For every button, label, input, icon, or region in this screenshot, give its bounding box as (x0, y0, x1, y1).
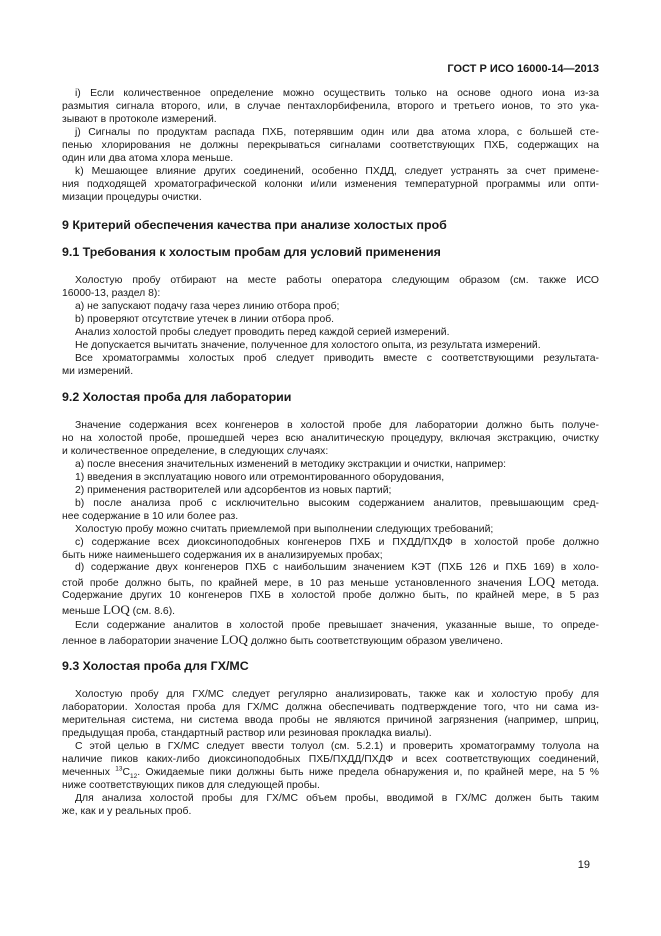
paragraph (62, 688, 599, 740)
text-line: b) проверяют отсутствие утечек в линии отбора проб. (75, 314, 335, 325)
paragraph (62, 339, 599, 352)
text-line: d) содержание двух конгенеров ПХБ с наибольшим значением КЭТ (ПХБ 126 и ПХБ 169) в холо- (75, 562, 599, 573)
section-heading (62, 218, 599, 231)
paragraph (62, 484, 599, 497)
paragraph (62, 313, 599, 326)
text-line: b) после анализа проб с исключительно высоким содержанием аналитов, превышающим сред- (75, 498, 599, 509)
paragraph (62, 87, 599, 126)
text-line: k) Мешающее влияние других соединений, особенно ПХДД, следует устранять за счет примене- (75, 166, 599, 177)
paragraph (62, 352, 599, 378)
text-line: размытия сигнала второго, или, в случае пентахлорбифенила, второго и третьего ионов, то это ука- (62, 101, 599, 112)
text-line: 9.3 Холостая проба для ГХ/МС (62, 659, 249, 673)
text-line: нее содержание в 10 или более раз. (62, 511, 239, 522)
text-line: j) Сигналы по продуктам распада ПХБ, потерявшим один или два атома хлора, с большей сте- (75, 127, 599, 138)
section-heading (62, 390, 599, 403)
text-line: Холостую пробу отбирают на месте работы оператора следующим образом (см. также ИСО (75, 275, 599, 286)
text-line: c) содержание всех диоксиноподобных конгенеров ПХБ и ПХДД/ПХДФ в холостой пробе должно (75, 537, 599, 548)
text-line: Холостую пробу для ГХ/МС следует регулярно анализировать, также как и холостую пробу для (75, 689, 599, 700)
text-line: a) после внесения значительных изменений в методику экстракции и очистки, например: (75, 459, 506, 470)
text-line: наличие пиков каких-либо диоксиноподобных ПХБ/ПХДД/ПХДФ и всех соответствующих соединений, (62, 754, 599, 765)
page-number: 19 (577, 859, 590, 871)
section-heading (62, 245, 599, 258)
text-line: меньше LOQ (см. 8.6). (62, 602, 176, 617)
paragraph (62, 165, 599, 204)
text-line: Для анализа холостой пробы для ГХ/МС объем пробы, вводимой в ГХ/МС должен быть таким (75, 793, 599, 804)
text-line: ниже соответствующих пиков для следующей пробы. (62, 780, 320, 791)
text-line: Холостую пробу можно считать приемлемой при выполнении следующих требований; (75, 524, 494, 535)
section-heading (62, 659, 599, 672)
text-line: меченных $^{13}C_{12}$. Ожидаемые пики должны быть ниже предела обнаружения и, по крайней мере, на 5 % (62, 766, 599, 779)
text-line: a) не запускают подачу газа через линию отбора проб; (75, 301, 340, 312)
text-line: 16000-13, раздел 8): (62, 288, 161, 299)
text-line: лаборатории. Холостая проба для ГХ/МС должна обеспечивать подтверждение того, что ни сама из- (62, 702, 599, 713)
text-line: ми измерений. (62, 366, 134, 377)
text-line: Все хроматограммы холостых проб следует приводить вместе с соответствующими результата- (75, 353, 599, 364)
text-line: стой пробе должно быть, по крайней мере, в 10 раз меньше установленного значения LOQ метода. (62, 575, 599, 589)
text-line: 9.2 Холостая проба для лаборатории (62, 390, 292, 404)
text-line: один или два атома хлора меньше. (62, 153, 234, 164)
text-line: 9 Критерий обеспечения качества при анализе холостых проб (62, 218, 447, 232)
paragraph (62, 458, 599, 471)
text-line: Если содержание аналитов в холостой пробе превышает значения, указанные выше, то опреде- (75, 620, 599, 631)
paragraph (62, 497, 599, 523)
text-line: С этой целью в ГХ/МС следует ввести толуол (см. 5.2.1) и проверить хроматограмму толуола на (75, 741, 599, 752)
text-line: быть ниже наименьшего содержания их в анализируемых пробах; (62, 550, 383, 561)
text-line: Не допускается вычитать значение, полученное для холостого опыта, из результата измерений. (75, 340, 541, 351)
text-line: мизации процедуры очистки. (62, 192, 202, 203)
text-line: ленное в лаборатории значение LOQ должно быть соответствующим образом увеличено. (62, 632, 503, 647)
text-line: 9.1 Требования к холостым пробам для условий применения (62, 245, 441, 259)
text-line: зывают в протоколе измерений. (62, 114, 217, 125)
text-line: предыдущая проба, стандартный раствор или резиновая прокладка виалы). (62, 728, 432, 739)
paragraph (62, 300, 599, 313)
paragraph (62, 619, 599, 647)
text-line: Содержание других 10 конгенеров ПХБ в холостой пробе должно быть, по крайней мере, в 5 раз (62, 590, 599, 601)
text-line: и количественное определение, в следующих случаях: (62, 446, 329, 457)
paragraph (62, 274, 599, 300)
paragraph (62, 740, 599, 792)
paragraph (62, 471, 599, 484)
document-header: ГОСТ Р ИСО 16000-14—2013 (447, 63, 599, 75)
text-line: же, как и у реальных проб. (62, 806, 192, 817)
paragraph (62, 792, 599, 818)
text-line: 1) введения в эксплуатацию нового или отремонтированного оборудования, (75, 472, 445, 483)
paragraph (62, 561, 599, 617)
paragraph (62, 126, 599, 165)
text-line: мерительная система, ни система ввода пробы не являются причиной загрязнения (например, шприц, (62, 715, 599, 726)
paragraph (62, 523, 599, 536)
paragraph (62, 536, 599, 562)
text-line: 2) применения растворителей или адсорбентов из новых партий; (75, 485, 392, 496)
text-line: ния подходящей хроматографической колонки и/или изменения температурной программы или опти- (62, 179, 599, 190)
paragraph (62, 419, 599, 458)
text-line: i) Если количественное определение можно осуществить только на основе одного иона из-за (75, 88, 599, 99)
text-line: Значение содержания всех конгенеров в холостой пробе для лаборатории должно быть получе- (75, 420, 599, 431)
text-line: пенью хлорирования не должны перекрываться сигналами соответствующих ПХБ, содержащих на (62, 140, 599, 151)
paragraph (62, 326, 599, 339)
text-line: но на холостой пробе, прошедшей через всю аналитическую процедуру, включая экстракцию, очистку (62, 433, 599, 444)
text-line: Анализ холостой пробы следует проводить перед каждой серией измерений. (75, 327, 450, 338)
